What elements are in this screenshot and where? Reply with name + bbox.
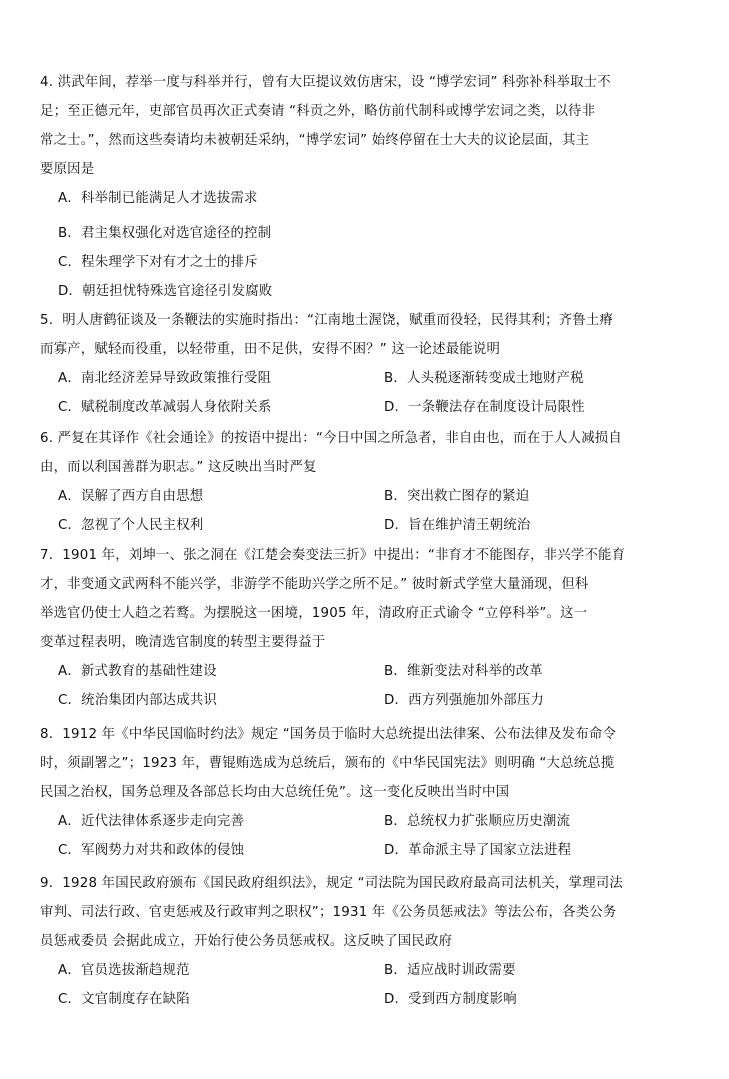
question-5-option-d: D．一条鞭法存在制度设计局限性	[384, 400, 585, 415]
question-5-option-a: A．南北经济差异导致政策推行受阻	[58, 371, 272, 386]
question-5-options	[40, 364, 692, 422]
question-5-stem	[40, 306, 692, 364]
question-4	[40, 68, 692, 306]
question-4-options	[40, 184, 692, 306]
question-5-stem-line-2: 而寡产，赋轻而役重，以轻带重，田不足供，安得不困？” 这一论述最能说明	[40, 342, 501, 357]
question-7	[40, 541, 692, 715]
question-6-option-a: A．误解了西方自由思想	[58, 489, 204, 504]
question-6-options	[40, 482, 692, 540]
question-7-stem-line-1: 7．1901 年，刘坤一、张之洞在《江楚会奏变法三折》中提出：“非育才不能图存，非兴学不能育	[40, 548, 626, 563]
question-7-stem-line-4: 变革过程表明，晚清选官制度的转型主要得益于	[40, 635, 326, 650]
question-5-option-b: B．人头税逐渐转变成土地财产税	[384, 371, 584, 386]
question-8-option-a: A．近代法律体系逐步走向完善	[58, 814, 245, 829]
question-7-option-d: D．西方列强施加外部压力	[384, 693, 545, 708]
question-6-stem	[40, 424, 692, 482]
question-4-option-b: B．君主集权强化对选官途径的控制	[58, 226, 272, 241]
question-7-options	[40, 657, 692, 715]
question-8-option-c: C．军阀势力对共和政体的侵蚀	[58, 843, 245, 858]
question-6-option-d: D．旨在维护清王朝统治	[384, 518, 531, 533]
question-8-stem-line-1: 8．1912 年《中华民国临时约法》规定 “国务员于临时大总统提出法律案、公布法律及发布命令	[40, 727, 617, 742]
question-4-option-d: D．朝廷担忧特殊选官途径引发腐败	[58, 284, 273, 299]
question-4-option-c: C．程朱理学下对有才之士的排斥	[58, 255, 258, 270]
question-4-stem-line-3: 常之士。”，然而这些奏请均未被朝廷采纳，“博学宏词” 始终停留在士大夫的议论层面，其主	[40, 133, 590, 148]
question-9-option-d: D．受到西方制度影响	[384, 992, 517, 1007]
question-9-stem-line-2: 审判、司法行政、官吏惩戒及行政审判之职权”；1931 年《公务员惩戒法》等法公布，各类公务	[40, 905, 617, 920]
question-9-option-b: B．适应战时训政需要	[384, 963, 516, 978]
question-9	[40, 869, 692, 1014]
question-4-stem-line-4: 要原因是	[40, 162, 95, 177]
question-8-stem	[40, 720, 692, 807]
question-9-stem	[40, 869, 692, 956]
question-4-option-a: A．科举制已能满足人才选拔需求	[58, 191, 258, 206]
question-8-option-b: B．总统权力扩张顺应历史潮流	[384, 814, 571, 829]
question-8-stem-line-3: 民国之治权，国务总理及各部总长均由大总统任免”。这一变化反映出当时中国	[40, 785, 510, 800]
question-7-option-c: C．统治集团内部达成共识	[58, 693, 218, 708]
question-5-option-c: C．赋税制度改革减弱人身依附关系	[58, 400, 272, 415]
question-9-option-c: C．文官制度存在缺陷	[58, 992, 190, 1007]
question-5-stem-line-1: 5．明人唐鹤征谈及一条鞭法的实施时指出：“江南地土渥饶，赋重而役轻，民得其利；齐鲁土瘠	[40, 313, 614, 328]
question-8-option-d: D．革命派主导了国家立法进程	[384, 843, 572, 858]
question-9-stem-line-3: 员惩戒委员 会据此成立，开始行使公务员惩戒权。这反映了国民政府	[40, 934, 453, 949]
question-8	[40, 720, 692, 865]
question-8-stem-line-2: 时，须副署之”；1923 年，曹锟贿选成为总统后，颁布的《中华民国宪法》则明确 “大总统总揽	[40, 756, 615, 771]
question-4-stem	[40, 68, 692, 184]
question-4-stem-line-1: 4. 洪武年间，荐举一度与科举并行，曾有大臣提议效仿唐宋，设 “博学宏词” 科弥补科举取士不	[40, 75, 611, 90]
question-8-options	[40, 807, 692, 865]
question-7-option-a: A．新式教育的基础性建设	[58, 664, 217, 679]
question-6-stem-line-2: 由，而以利国善群为职志。” 这反映出当时严复	[40, 460, 317, 475]
question-5	[40, 306, 692, 422]
question-7-option-b: B．维新变法对科举的改革	[384, 664, 543, 679]
question-9-stem-line-1: 9．1928 年国民政府颁布《国民政府组织法》，规定 “司法院为国民政府最高司法机关，掌理司法	[40, 876, 623, 891]
question-6-option-b: B．突出救亡图存的紧迫	[384, 489, 530, 504]
question-9-options	[40, 956, 692, 1014]
question-6-stem-line-1: 6. 严复在其译作《社会通诠》的按语中提出：“今日中国之所急者，非自由也，而在于人人减损自	[40, 431, 622, 446]
question-6-option-c: C．忽视了个人民主权利	[58, 518, 204, 533]
question-6	[40, 424, 692, 540]
question-4-stem-line-2: 足；至正德元年，吏部官员再次正式奏请 “科贡之外，略仿前代制科或博学宏词之类，以待非	[40, 104, 596, 119]
question-7-stem-line-3: 举选官仍使士人趋之若鹜。为摆脱这一困境，1905 年，清政府正式谕令 “立停科举”。这一	[40, 606, 588, 621]
question-7-stem	[40, 541, 692, 657]
question-9-option-a: A．官员选拔渐趋规范	[58, 963, 190, 978]
question-7-stem-line-2: 才，非变通文武两科不能兴学，非游学不能助兴学之所不足。” 彼时新式学堂大量涌现，但科	[40, 577, 589, 592]
